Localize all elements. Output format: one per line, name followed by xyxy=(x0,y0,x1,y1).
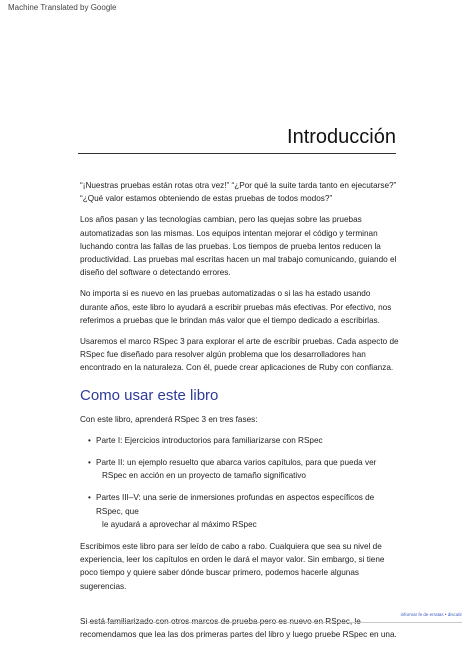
paragraph: No importa si es nuevo en las pruebas automatizadas o si las ha estado usando durante años, este libro lo ayudará a escribir pruebas más efectivas. Por efectivo, nos referimos a pruebas que le brindan más valor que el tiempo dedicado a escribirlas. xyxy=(80,289,392,325)
list-item xyxy=(80,456,400,482)
errata-link[interactable]: informar fe de erratas • discutir xyxy=(400,612,462,617)
paragraph: Los años pasan y las tecnologías cambian, pero las quejas sobre las pruebas automatizadas son las mismas. Los equipos intentan mejorar el código y terminan luchando contra las fallas de las pruebas. Los tiempos de prueba lentos reducen la productividad. Las pruebas mal escritas hacen un mal trabajo comunicando, guiando el diseño del software o detectando errores. xyxy=(80,215,397,278)
phase-list xyxy=(80,434,400,531)
spacer xyxy=(80,601,400,615)
list-item-text-continued: RSpec en acción en un proyecto de tamaño significativo xyxy=(102,471,306,481)
list-item-text: Parte I: Ejercicios introductorios para familiarizarse con RSpec xyxy=(96,435,323,445)
section-intro: Con este libro, aprenderá RSpec 3 en tres fases: xyxy=(80,414,258,424)
list-item xyxy=(80,434,400,447)
list-item xyxy=(80,491,400,531)
machine-translated-label: Machine Translated by Google xyxy=(8,3,117,12)
paragraph: Escribimos este libro para ser leído de cabo a rabo. Cualquiera que sea su nivel de experiencia, leer los capítulos en orden le dará el mayor valor. Sin embargo, si tiene poco tiempo y quiere saber dónde buscar primero, podemos hacerle algunas sugerencias. xyxy=(80,542,385,591)
section-heading: Como usar este libro xyxy=(80,386,219,404)
chapter-title: Introducción xyxy=(287,126,396,148)
title-divider xyxy=(78,153,396,154)
paragraph: Si está familiarizado con otros marcos de prueba pero es nuevo en RSpec, le recomendamos que lea las dos primeras partes del libro y luego pruebe RSpec en una. xyxy=(80,616,397,640)
paragraph: Usaremos el marco RSpec 3 para explorar el arte de escribir pruebas. Cada aspecto de RSpec fue diseñado para resolver algún problema que los desarrolladores han encontrado en la naturaleza. Con él, puede crear aplicaciones de Ruby con confianza. xyxy=(80,337,399,373)
list-item-text: Parte II: un ejemplo resuelto que abarca varios capítulos, para que pueda ver xyxy=(96,458,377,468)
bullet-marker: • xyxy=(88,435,91,445)
page-body xyxy=(80,179,400,649)
list-item-text: Partes III–V: una serie de inmersiones profundas en aspectos específicos de RSpec, que xyxy=(96,493,375,516)
bullet-marker: • xyxy=(88,458,91,468)
bullet-marker: • xyxy=(88,493,91,503)
list-item-text-continued: le ayudará a aprovechar al máximo RSpec xyxy=(102,519,257,529)
footer-divider xyxy=(88,622,462,623)
paragraph: “¡Nuestras pruebas están rotas otra vez!” “¿Por qué la suite tarda tanto en ejecutarse?” “¿Qué valor estamos obteniendo de estas pruebas de todos modos?” xyxy=(80,181,397,204)
